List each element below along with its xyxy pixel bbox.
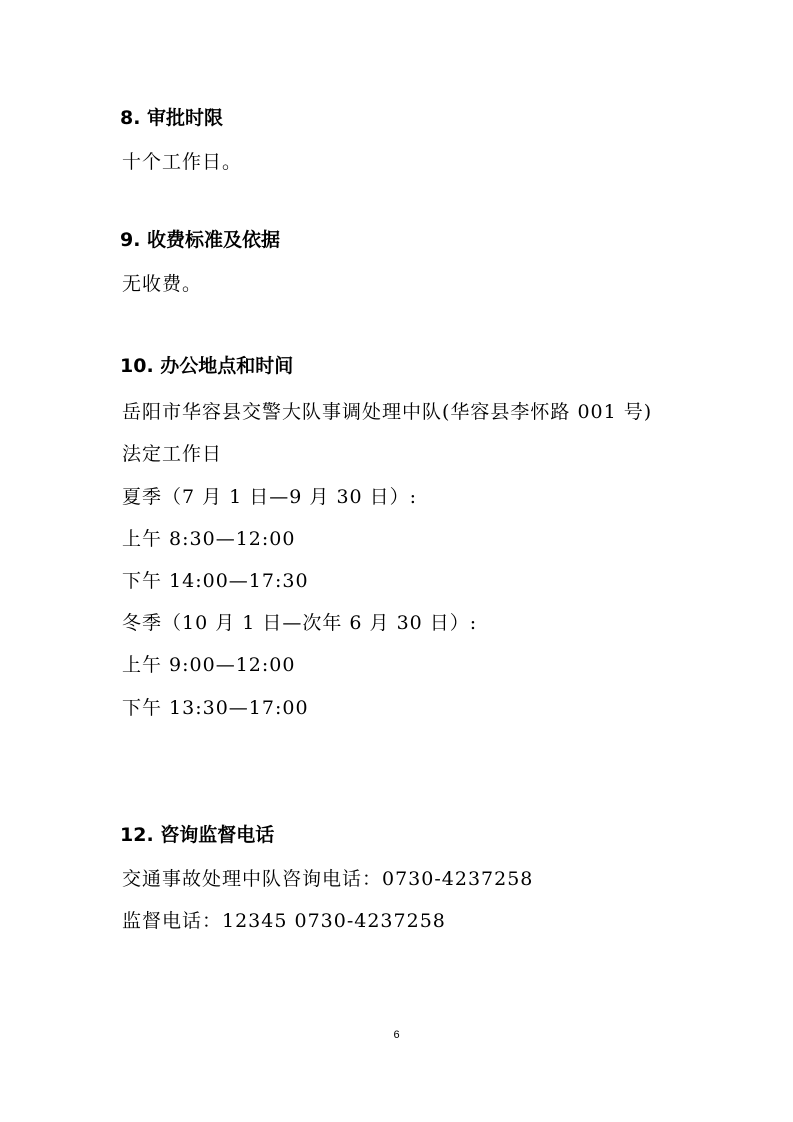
approval-time-text: 十个工作日。 xyxy=(122,151,243,173)
office-winter-afternoon: 下午 13:30—17:00 xyxy=(122,697,309,719)
page-number: 6 xyxy=(393,1029,400,1041)
office-winter-morning: 上午 9:00—12:00 xyxy=(122,654,296,676)
contact-supervision-phone: 监督电话：12345 0730-4237258 xyxy=(122,910,446,932)
office-workdays: 法定工作日 xyxy=(122,443,223,465)
office-address: 岳阳市华容县交警大队事调处理中队(华容县李怀路 001 号) xyxy=(122,401,653,423)
office-summer-label: 夏季（7 月 1 日—9 月 30 日）: xyxy=(122,486,418,508)
heading-fees: 9. 收费标准及依据 xyxy=(120,229,281,251)
heading-office: 10. 办公地点和时间 xyxy=(120,355,294,377)
office-summer-morning: 上午 8:30—12:00 xyxy=(122,528,296,550)
office-summer-afternoon: 下午 14:00—17:30 xyxy=(122,570,309,592)
office-winter-label: 冬季（10 月 1 日—次年 6 月 30 日）: xyxy=(122,612,478,634)
heading-approval-time: 8. 审批时限 xyxy=(120,107,224,129)
contact-consult-phone: 交通事故处理中队咨询电话：0730-4237258 xyxy=(122,868,534,890)
heading-contact: 12. 咨询监督电话 xyxy=(120,824,275,846)
fees-text: 无收费。 xyxy=(122,273,203,295)
